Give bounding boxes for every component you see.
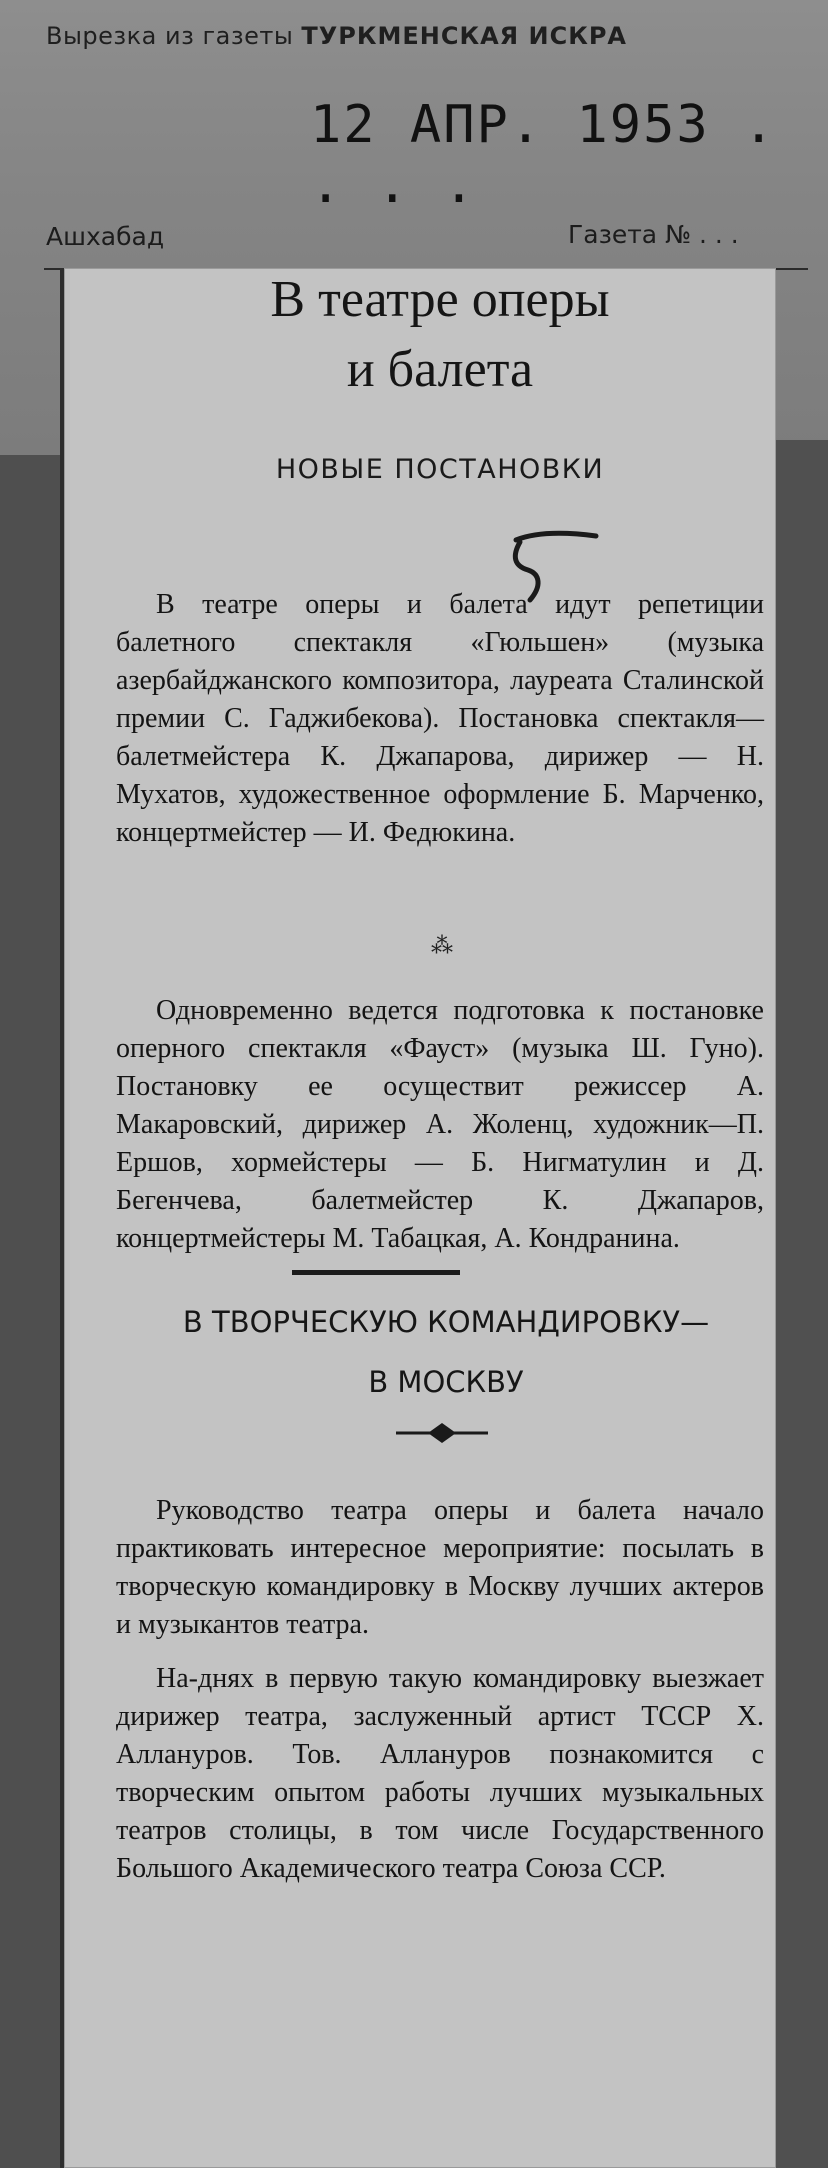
gazeta-number: Газета № . . .	[568, 220, 739, 249]
date-stamp: 12 АПР. 1953 . . . .	[310, 95, 777, 215]
article-title	[116, 268, 764, 402]
article2-title-line-2: В МОСКВУ	[368, 1365, 524, 1399]
article2-paragraph-2: На-днях в первую такую командировку выезжает дирижер театра, заслуженный артист ТССР Х. Аллануров. Тов. Аллануров познакомится с творческим опытом работы лучших музыкальных театров столицы, в том числе Государственного Большого Академического театра Союза ССР.	[116, 1663, 764, 1884]
clipping-label: Вырезка из газеты	[46, 22, 294, 50]
newspaper-name: ТУРКМЕНСКАЯ ИСКРА	[301, 22, 627, 50]
article2-title	[66, 1292, 826, 1412]
city-label: Ашхабад	[46, 222, 165, 251]
diamond-ornament-icon	[392, 1418, 492, 1448]
article2-paragraph-1: Руководство театра оперы и балета начало практиковать интересное мероприятие: посылать в творческую командировку в Москву лучших актеров и музыкантов театра.	[116, 1495, 764, 1640]
article2-body	[116, 1492, 764, 1904]
section-separator-icon: ⁂	[431, 934, 453, 959]
newspaper-clipping	[64, 268, 776, 2168]
clipping-header	[46, 22, 627, 50]
title-line-2: и балета	[346, 341, 534, 398]
article-paragraph-2	[116, 992, 764, 1258]
article2-title-line-1: В ТВОРЧЕСКУЮ КОМАНДИРОВКУ—	[182, 1305, 710, 1339]
article-paragraph-1	[116, 586, 764, 852]
paragraph-text: В театре оперы и балета идут репетиции балетного спектакля «Гюльшен» (музыка азербайджанского композитора, лауреата Сталинской премии С. Гаджибекова). Постановка спектакля—балетмейстера К. Джапарова, дирижер — Н. Мухатов, художественное оформление Б. Марченко, концертмейстер — И. Федюкина.	[116, 589, 764, 848]
title-line-1: В театре оперы	[270, 271, 610, 328]
article-subtitle: НОВЫЕ ПОСТАНОВКИ	[275, 454, 605, 485]
clipping-left-edge	[60, 268, 64, 2168]
section-rule	[292, 1270, 460, 1275]
paragraph-text: Одновременно ведется подготовка к постановке оперного спектакля «Фауст» (музыка Ш. Гуно). Постановку ее осуществит режиссер А. Макаровский, дирижер А. Жоленц, художник—П. Ершов, хормейстеры — Б. Нигматулин и Д. Бегенчева, балетмейстер К. Джапаров, концертмейстеры М. Табацкая, А. Кондранина.	[116, 995, 764, 1254]
